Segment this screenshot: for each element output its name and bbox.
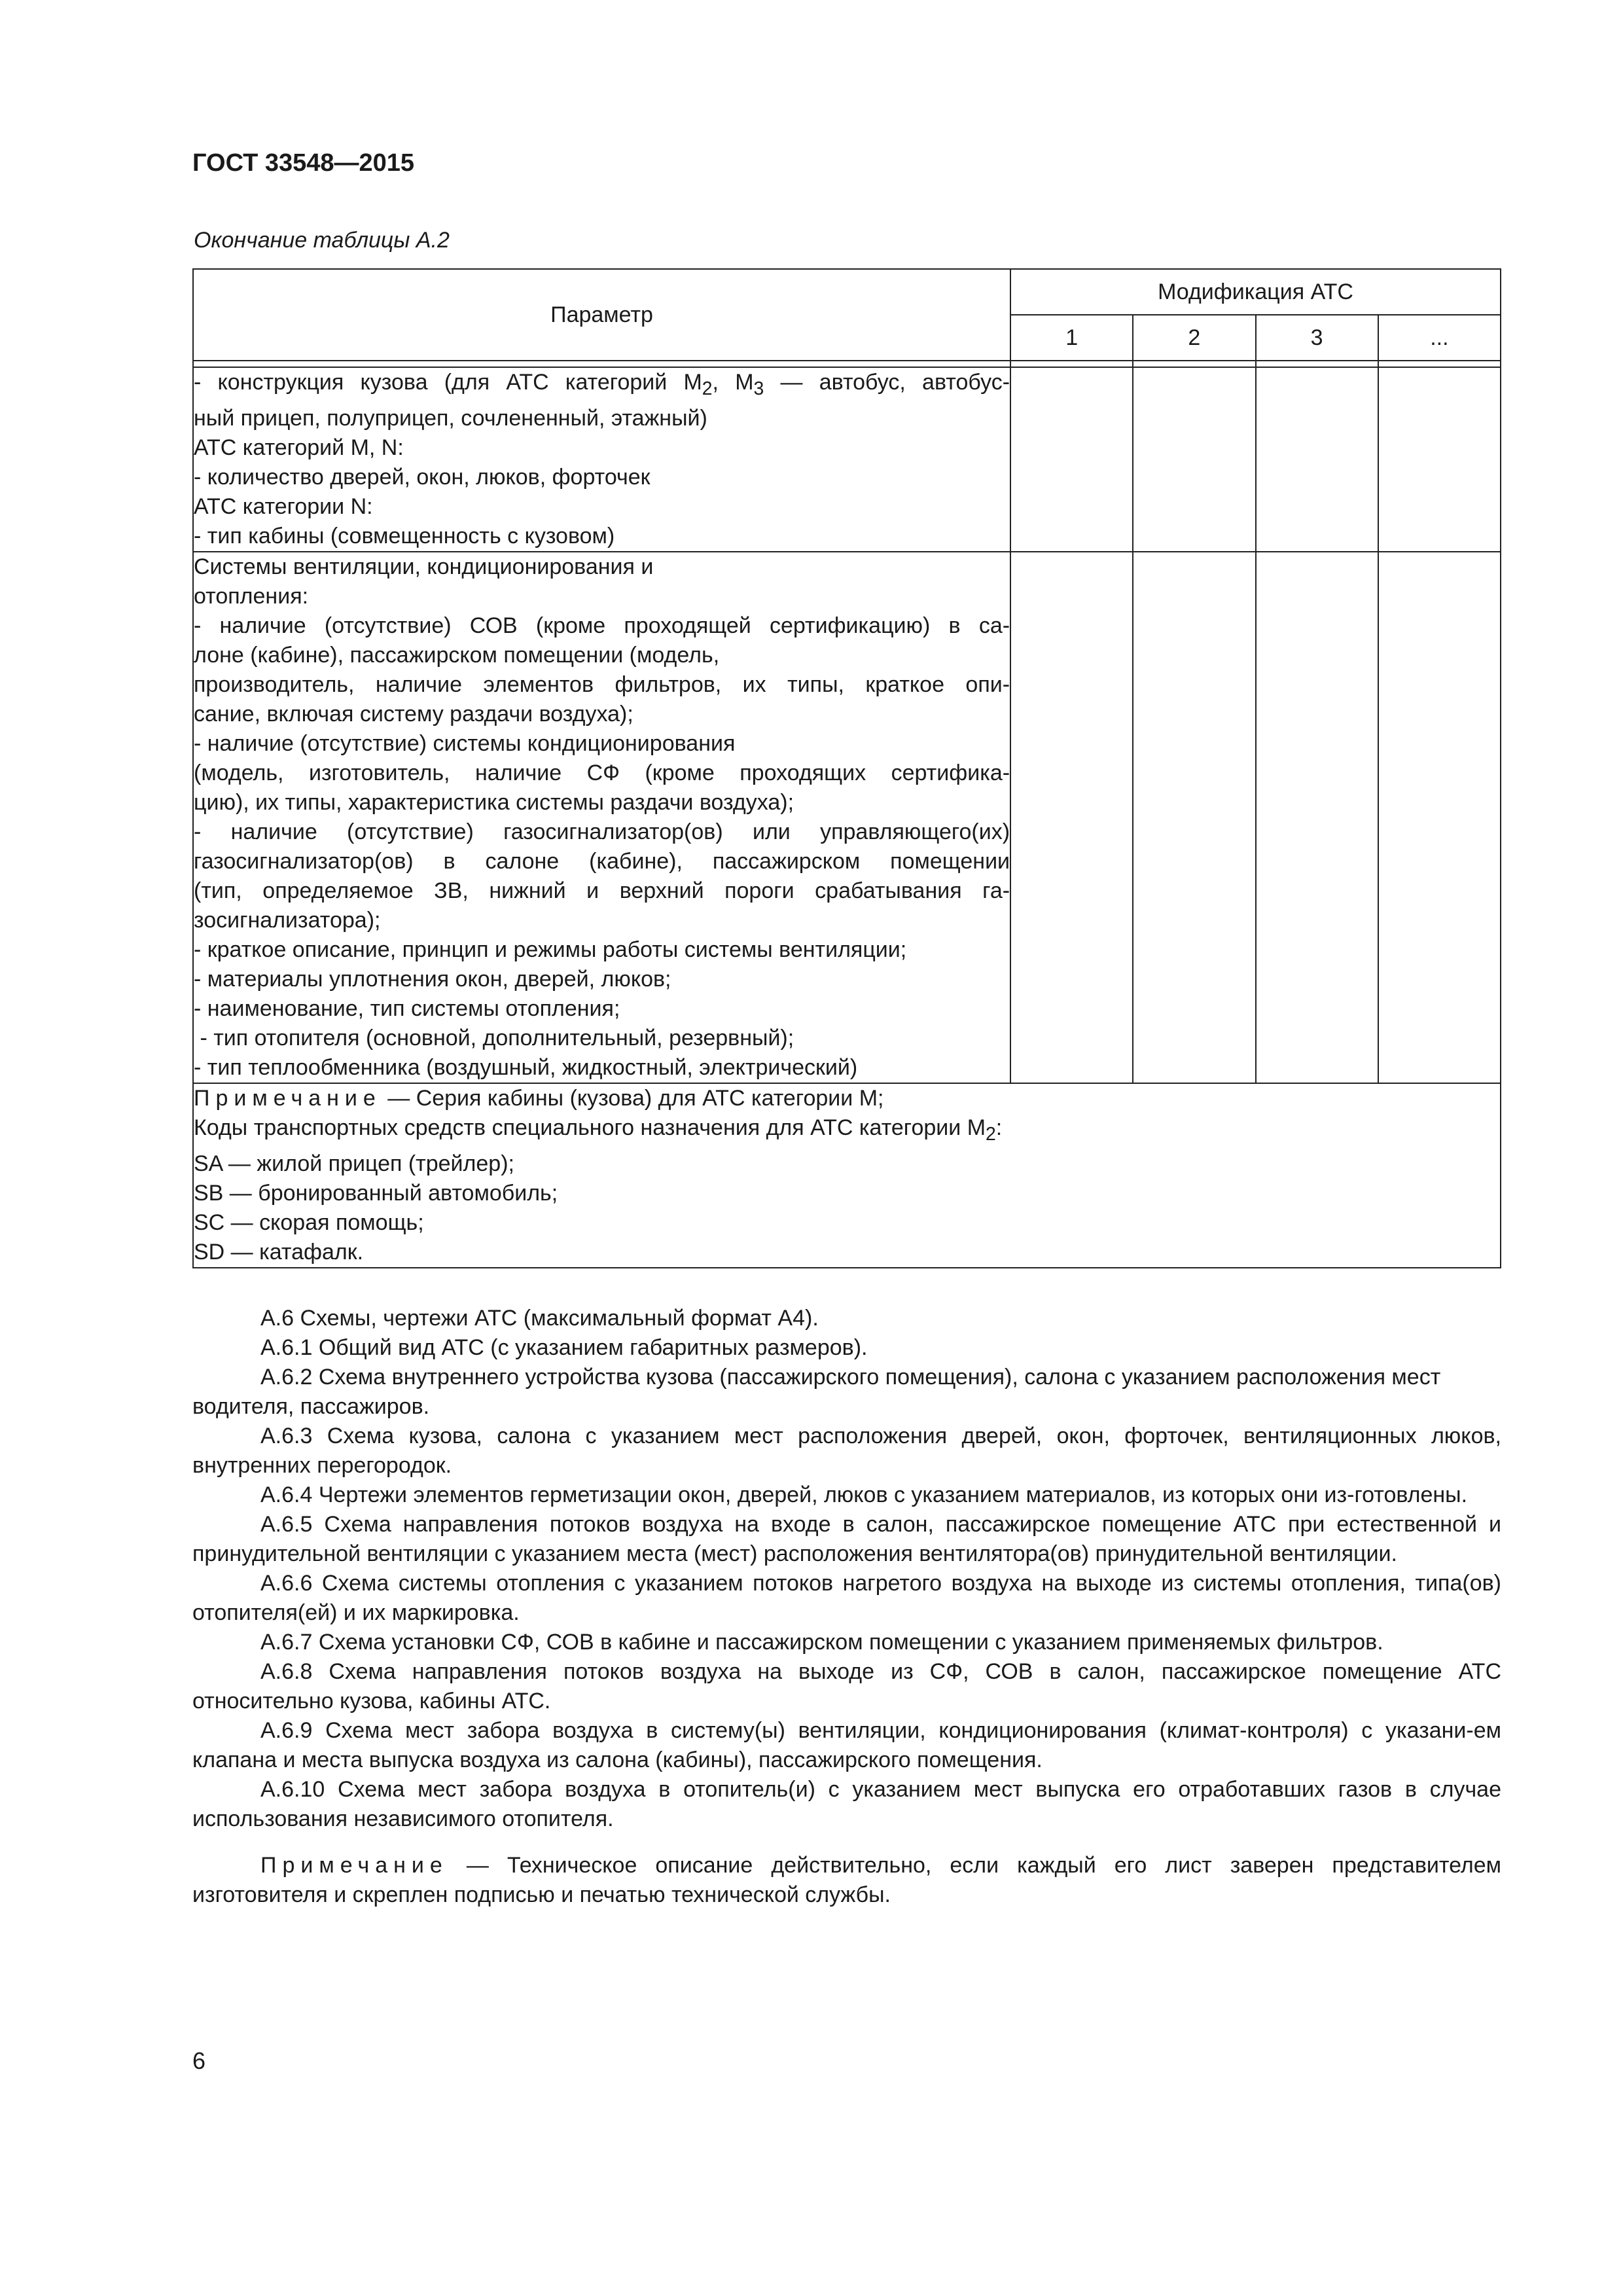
table-row [193,552,1501,1083]
paragraph-a6-8: А.6.8 Схема направления потоков воздуха на выходе из СФ, СОВ в салон, пассажирское помещение АТС относительно кузова, кабины АТС. [192,1659,1501,1713]
row-ventilation-systems: Системы вентиляции, кондиционирования и отопления: - наличие (отсутствие) СОВ (кроме проходящей сертификацию) в са- лоне (кабине), пассажирском помещении (модель, производитель, наличие элементов фильтров, их типы, краткое опи- сание, включая систему раздачи воздуха); - наличие (отсутствие) системы кондиционирования (модель, изготовитель, наличие СФ (кроме проходящих сертифика- цию), их типы, характеристика системы раздачи воздуха); - наличие (отсутствие) газосигнализатор(ов) или управляющего(их) газосигнализатор(ов) в салоне (кабине), пассажирском помещении (тип, определяемое ЗВ, нижний и верхний пороги срабатывания га- зосигнализатора); - краткое описание, принцип и режимы работы системы вентиляции; - материалы уплотнения окон, дверей, люков; - наименование, тип системы отопления; - тип отопителя (основной, дополнительный, резервный); - тип теплообменника (воздушный, жидкостный, электрический) [193,552,1010,1083]
table-caption: Окончание таблицы А.2 [194,228,450,253]
table-note-row [193,1083,1501,1268]
modification-header: Модификация АТС [1010,269,1501,315]
table-row [193,367,1501,552]
paragraph-a6-6: А.6.6 Схема системы отопления с указанием потоков нагретого воздуха на выходе из системы отопления, типа(ов) отопителя(ей) и их маркировка. [192,1571,1501,1625]
final-note: Примечание — Техническое описание действительно, если каждый его лист заверен представителем изготовителя и скреплен подписью и печатью технической службы. [192,1853,1501,1907]
code-item: SB — бронированный автомобиль; [194,1180,558,1206]
row-body-construction: - конструкция кузова (для АТС категорий $М_2$, $М_3$ — автобус, автобус- ный прицеп, полуприцеп, сочлененный, этажный) АТС категорий M, N: - количество дверей, окон, люков, форточек АТС категории N: - тип кабины (совмещенность с кузовом) [193,367,1010,552]
paragraph-a6-10: А.6.10 Схема мест забора воздуха в отопитель(и) с указанием мест выпуска его отработавших газов в случае использования независимого отопителя. [192,1777,1501,1831]
document-code: ГОСТ 33548—2015 [192,149,415,177]
paragraph-a6: А.6 Схемы, чертежи АТС (максимальный формат А4). [260,1306,819,1331]
table-note: Примечание — Серия кабины (кузова) для АТС категории М; Коды транспортных средств специального назначения для АТС категории $М_2$: SA — жилой прицеп (трейлер); SB — бронированный автомобиль; SC — скорая помощь; SD — катафалк. [193,1083,1501,1268]
code-item: SD — катафалк. [194,1239,364,1265]
mod-column-2: 2 [1133,315,1255,361]
paragraph-a6-7: А.6.7 Схема установки СФ, СОВ в кабине и пассажирском помещении с указанием применяемых фильтров. [260,1630,1383,1655]
param-column-header: Параметр [193,269,1010,361]
mod-column-more: ... [1378,315,1501,361]
section-a6 [192,1304,1501,1932]
paragraph-a6-3: А.6.3 Схема кузова, салона с указанием мест расположения дверей, окон, форточек, вентиляционных люков, внутренних перегородок. [192,1424,1501,1478]
page-number: 6 [192,2047,206,2074]
parameters-table [192,268,1501,1268]
mod-column-1: 1 [1010,315,1133,361]
mod-column-3: 3 [1256,315,1378,361]
paragraph-a6-4: А.6.4 Чертежи элементов герметизации окон, дверей, люков с указанием материалов, из которых они из-готовлены. [260,1482,1468,1507]
paragraph-a6-9: А.6.9 Схема мест забора воздуха в систему(ы) вентиляции, кондиционирования (климат-контроля) с указани-ем клапана и места выпуска воздуха из салона (кабины), пассажирского помещения. [192,1718,1501,1772]
code-item: SA — жилой прицеп (трейлер); [194,1151,514,1176]
paragraph-a6-2: А.6.2 Схема внутреннего устройства кузова (пассажирского помещения), салона с указанием расположения мест водителя, пассажиров. [192,1365,1441,1419]
paragraph-a6-5: А.6.5 Схема направления потоков воздуха на входе в салон, пассажирское помещение АТС при естественной и принудительной вентиляции с указанием места (мест) расположения вентилятора(ов) принудительной вентиляции. [192,1512,1501,1566]
paragraph-a6-1: А.6.1 Общий вид АТС (с указанием габаритных размеров). [260,1335,868,1360]
code-item: SC — скорая помощь; [194,1210,424,1235]
